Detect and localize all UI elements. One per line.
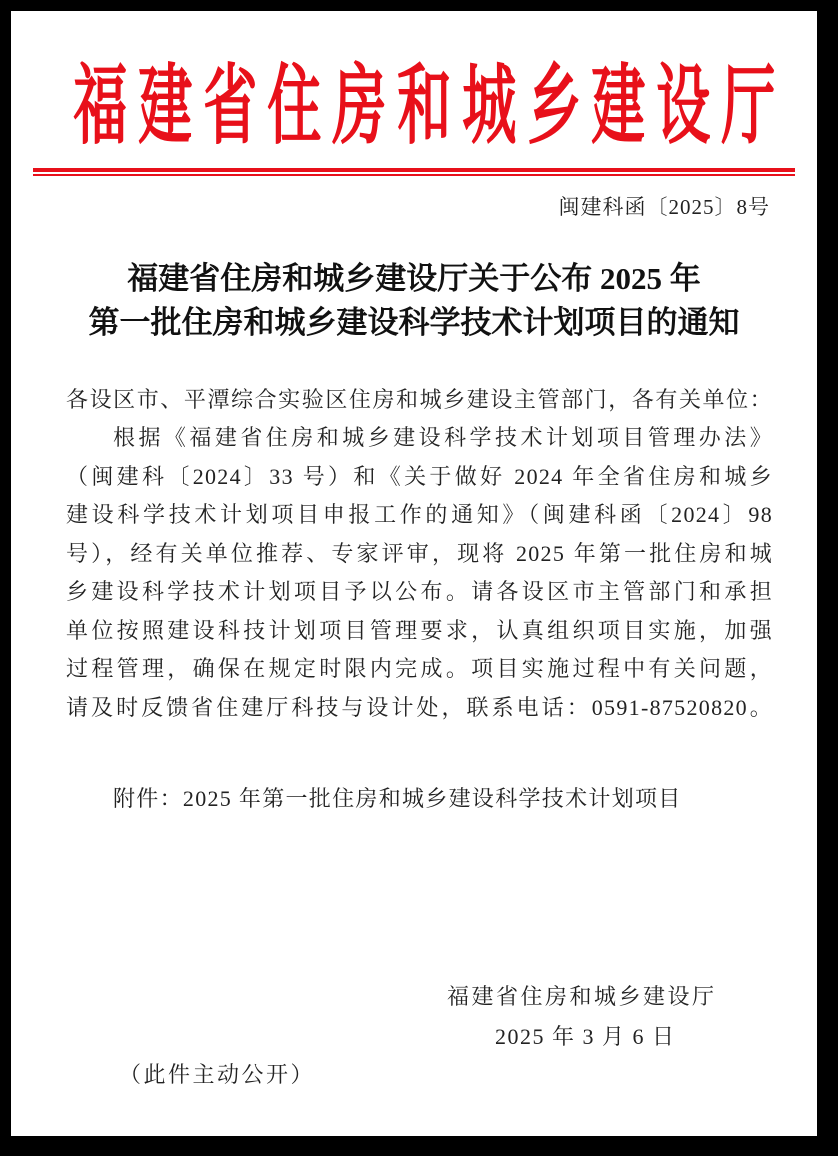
masthead-char: 设 <box>656 53 711 157</box>
attachment-reference: 附件：2025 年第一批住房和城乡建设科学技术计划项目 <box>113 786 682 811</box>
red-divider-thin <box>33 174 795 176</box>
body-line: 号），经有关单位推荐、专家评审，现将 2025 年第一批住房和城 <box>66 541 773 566</box>
red-divider-thick <box>33 168 795 172</box>
body-line: （闽建科〔2024〕33 号）和《关于做好 2024 年全省住房和城乡 <box>66 464 773 489</box>
issuer-signature: 福建省住房和城乡建设厅 <box>447 984 717 1009</box>
notice-title-line-1: 福建省住房和城乡建设厅关于公布 2025 年 <box>127 261 701 296</box>
body-line: 根据《福建省住房和城乡建设科学技术计划项目管理办法》 <box>113 425 773 450</box>
masthead-char: 建 <box>138 53 193 157</box>
body-line: 乡建设科学技术计划项目予以公布。请各设区市主管部门和承担 <box>66 579 773 604</box>
masthead-title <box>68 55 775 155</box>
body-line: 过程管理，确保在规定时限内完成。项目实施过程中有关问题， <box>66 656 773 681</box>
masthead-char: 房 <box>332 53 387 157</box>
notice-title-line-2: 第一批住房和城乡建设科学技术计划项目的通知 <box>88 305 740 340</box>
masthead-char: 乡 <box>526 53 582 157</box>
body-line: 建设科学技术计划项目申报工作的通知》（闽建科函〔2024〕98 <box>66 502 773 527</box>
document-number: 闽建科函〔2025〕8号 <box>558 195 770 219</box>
masthead-char: 城 <box>462 53 517 157</box>
masthead-char: 省 <box>202 53 258 157</box>
document-page <box>11 11 817 1136</box>
body-line: 单位按照建设科技计划项目管理要求，认真组织项目实施，加强 <box>66 618 773 643</box>
masthead-char: 厅 <box>721 53 776 157</box>
issue-date: 2025 年 3 月 6 日 <box>495 1024 676 1049</box>
salutation: 各设区市、平潭综合实验区住房和城乡建设主管部门，各有关单位： <box>66 387 773 412</box>
public-disclosure-note: （此件主动公开） <box>119 1062 316 1087</box>
masthead-char: 和 <box>397 53 452 157</box>
masthead-char: 住 <box>267 53 322 157</box>
masthead-char: 福 <box>73 53 128 157</box>
body-line: 请及时反馈省住建厅科技与设计处，联系电话：0591-87520820。 <box>66 695 773 720</box>
masthead-char: 建 <box>591 53 646 157</box>
